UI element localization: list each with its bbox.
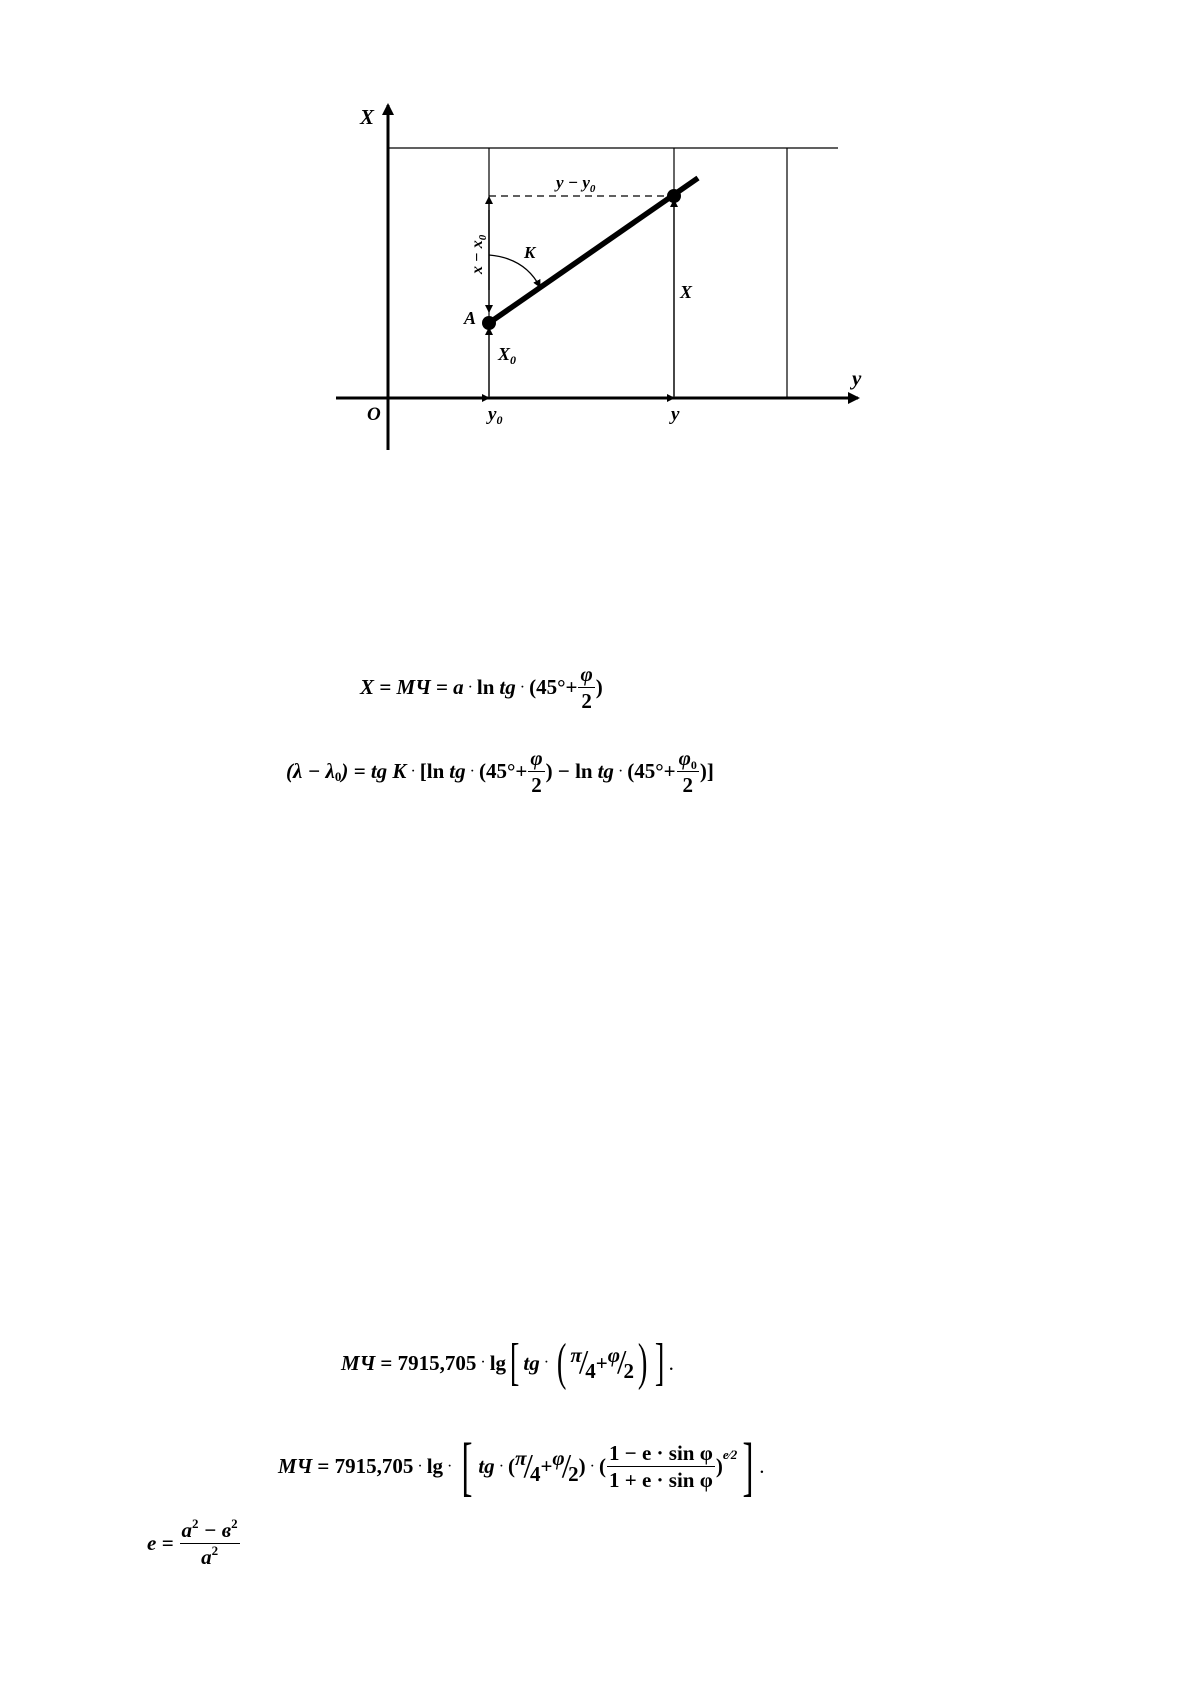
f2-fraction-phi: $\frac{\varphi}{2}$ <box>530 746 543 798</box>
angle-k-label: K <box>524 243 536 262</box>
f1-tg: tg <box>499 675 516 700</box>
f2-bracket: [ln <box>419 759 445 784</box>
y-label: y <box>671 404 680 425</box>
formula-eccentricity <box>147 1516 241 1570</box>
f2-lhs: (λ − λ <box>286 759 335 784</box>
axis-x-label: X <box>360 105 375 129</box>
axis-y-label: y <box>852 366 862 390</box>
f1-open: (45°+ <box>529 675 578 700</box>
f3-pi-over-4: π / 4 <box>570 1342 596 1383</box>
formula-mercator-ordinate: X = МЧ = a · ln tg · (45°+ $\frac{\varphi}{2}$ ) <box>360 662 603 714</box>
f4-phi-over-2: φ / 2 <box>552 1446 579 1487</box>
f2-eq: ) = tg K <box>341 759 407 784</box>
formula-meridional-parts-ellipsoid: МЧ = 7915,705 · lg · [ tg · ( π / 4 + φ / 2 ) · ( $\frac{\text{1 − e · sin φ}}{\text{1 + e · sin φ}}$ ) e⁄2 ] . <box>278 1430 765 1503</box>
x-label: X <box>680 282 693 302</box>
y-minus-y0-label: $y - y_0$ <box>556 173 596 195</box>
f5-fraction: $\frac{a^2 - в^2}{a^2}$ <box>181 1516 238 1570</box>
x-minus-x0-label: $x - x_0$ <box>469 234 489 274</box>
mercator-diagram <box>0 0 1191 460</box>
point-a <box>482 316 496 330</box>
point-b <box>667 189 681 203</box>
f5-lhs: e = <box>147 1531 174 1556</box>
y0-label: $y_0$ <box>488 404 503 427</box>
formula-meridional-parts-sphere: МЧ = 7915,705 · lg [ tg · ( π / 4 + φ / 2 ) ] . <box>341 1334 674 1391</box>
f3-eq: = 7915,705 <box>380 1350 477 1375</box>
f3-phi-over-2: φ / 2 <box>607 1342 634 1383</box>
f4-pi-over-4: π / 4 <box>515 1446 541 1487</box>
f2-fraction-phi0: $\frac{\varphi 0}{2}$ <box>678 746 697 798</box>
f1-eq: = a <box>435 675 464 700</box>
f1-ln: ln <box>476 675 495 700</box>
loxodrome-line <box>489 178 698 323</box>
f1-close: ) <box>595 675 603 700</box>
f4-eccentricity-fraction: $\frac{\text{1 − e · sin φ}}{\text{1 + e · sin φ}}$ <box>608 1441 713 1493</box>
f4-lhs: МЧ <box>278 1454 313 1479</box>
f4-eq: = 7915,705 <box>317 1454 414 1479</box>
formula-longitude-difference: (λ − λ 0 ) = tg K · [ln tg · (45°+ $\frac{\varphi}{2}$ ) − ln tg · (45°+ $\frac{\varphi 0}{2}$ )] <box>286 746 714 798</box>
x0-label: $X_0$ <box>498 344 517 367</box>
f1-fraction: $\frac{\varphi}{2}$ <box>580 662 593 714</box>
origin-label: O <box>367 404 381 425</box>
f1-lhs: X = МЧ <box>360 675 431 700</box>
f3-lhs: МЧ <box>341 1350 376 1375</box>
point-a-label: A <box>464 308 477 328</box>
